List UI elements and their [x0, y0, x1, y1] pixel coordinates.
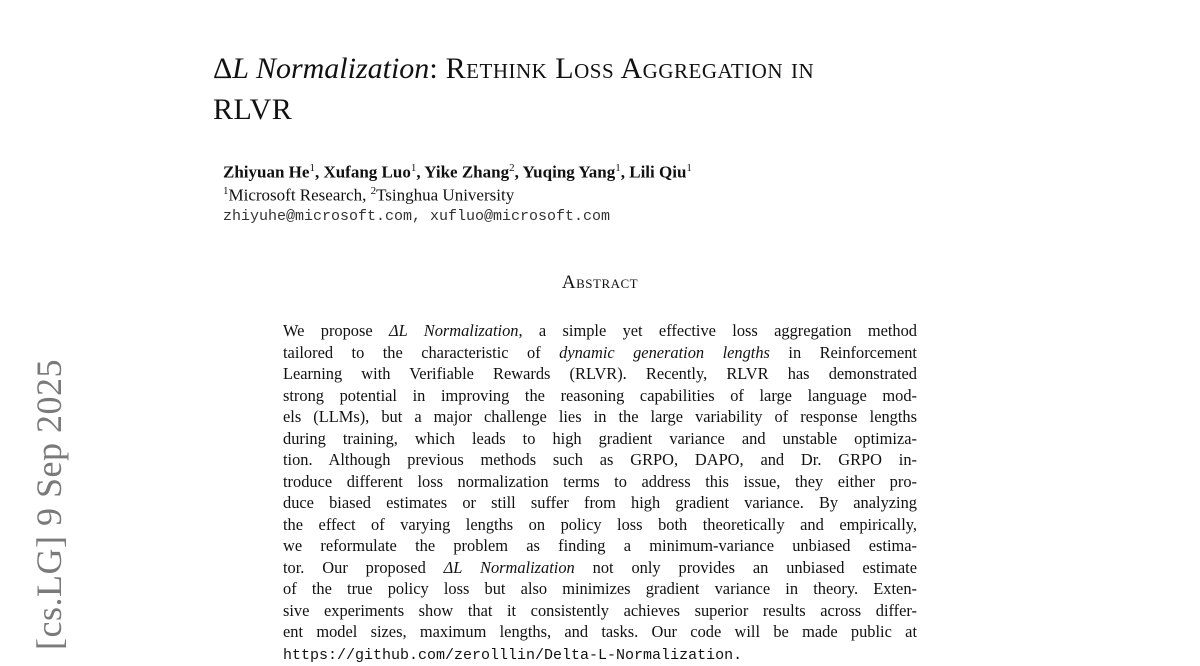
abstract-line — [283, 557, 917, 579]
abstract-text: troduce different loss normalization terms to address this issue, they either pro- — [283, 471, 917, 491]
author-affiliation-mark: 2 — [509, 162, 515, 174]
abstract-text: strong potential in improving the reasoning capabilities of large language mod- — [283, 385, 917, 405]
abstract-line — [283, 578, 917, 600]
abstract-text: we reformulate the problem as finding a minimum-variance unbiased estima- — [283, 536, 917, 555]
author-affiliation-mark: 1 — [615, 162, 621, 174]
abstract-emphasis: ΔL Normalization — [443, 557, 575, 577]
abstract-line — [283, 406, 917, 428]
abstract-text: tor. Our proposed — [283, 557, 444, 577]
abstract-line — [283, 600, 917, 622]
author-affiliation-mark: 1 — [686, 162, 692, 174]
abstract-line — [283, 643, 917, 665]
author-list: Zhiyuan He$^1$, Xufang Luo$^1$, Yike Zhang$^2$, Yuqing Yang$^1$, Lili Qiu$^1$ — [223, 162, 692, 182]
abstract-body — [283, 320, 917, 664]
title-math-text: L Normalization — [232, 52, 430, 85]
abstract-text: tion. Although previous methods such as GRPO, DAPO, and Dr. GRPO in- — [283, 450, 917, 469]
author-name: Zhiyuan He — [223, 162, 310, 182]
author-emails: zhiyuhe@microsoft.com, xufluo@microsoft.com — [223, 208, 611, 225]
paper-title — [213, 48, 1033, 130]
author-name: Lili Qiu — [629, 162, 687, 182]
abstract-line — [283, 471, 917, 493]
abstract-line — [283, 621, 917, 643]
affiliation-name: Microsoft Research — [228, 185, 363, 205]
title-delta-symbol: Δ — [213, 52, 233, 85]
affiliation-name: Tsinghua University — [376, 185, 515, 205]
abstract-line — [283, 514, 917, 536]
abstract-emphasis: dynamic generation lengths — [559, 342, 770, 362]
abstract-text: , a simple yet effective loss aggregation method — [518, 321, 917, 340]
abstract-line — [283, 320, 917, 342]
code-link[interactable]: https://github.com/zerolllin/Delta-L-Normalization. — [283, 646, 743, 664]
author-name: Xufang Luo — [323, 162, 411, 182]
abstract-text: ent model sizes, maximum lengths, and tasks. Our code will be made public at — [283, 622, 917, 641]
author-name: Yike Zhang — [424, 162, 510, 182]
affiliation-mark: 1 — [223, 185, 229, 197]
title-colon: : — [429, 52, 438, 85]
abstract-text: duce biased estimates or still suffer from high gradient variance. By analyzing — [283, 493, 917, 512]
affiliations: $^1$Microsoft Research, $^2$Tsinghua University — [223, 185, 515, 205]
abstract-heading: Abstract — [561, 272, 639, 293]
abstract-line — [283, 363, 917, 385]
abstract-text: the effect of varying lengths on policy loss both theoretically and empirically, — [283, 514, 917, 534]
abstract-text: during training, which leads to high gradient variance and unstable optimiza- — [283, 428, 917, 448]
author-affiliation-mark: 1 — [309, 162, 315, 174]
title-rest-line1: Rethink Loss Aggregation in — [437, 52, 815, 85]
abstract-text: of the true policy loss but also minimizes gradient variance in theory. Exten- — [283, 579, 917, 598]
abstract-line — [283, 449, 917, 471]
title-math-term — [213, 52, 429, 85]
abstract-text: not only provides an unbiased estimate — [574, 557, 917, 577]
abstract-emphasis: ΔL Normalization — [389, 321, 519, 340]
abstract-line — [283, 535, 917, 557]
abstract-text: We propose — [283, 321, 389, 340]
abstract-line — [283, 492, 917, 514]
arxiv-side-stamp: [cs.LG] 9 Sep 2025 — [29, 359, 69, 650]
abstract-line — [283, 342, 917, 364]
abstract-line — [283, 428, 917, 450]
abstract-text: sive experiments show that it consistently achieves superior results across differ- — [283, 600, 917, 620]
abstract-text: els (LLMs), but a major challenge lies in the large variability of response lengths — [283, 407, 917, 426]
author-name: Yuqing Yang — [522, 162, 616, 182]
title-rest-line2: RLVR — [213, 93, 293, 126]
abstract-line — [283, 385, 917, 407]
abstract-text: in Reinforcement — [769, 342, 917, 362]
affiliation-mark: 2 — [370, 185, 377, 197]
abstract-text: tailored to the characteristic of — [283, 342, 560, 362]
abstract-text: Learning with Verifiable Rewards (RLVR). Recently, RLVR has demonstrated — [283, 364, 917, 383]
author-affiliation-mark: 1 — [410, 162, 417, 174]
